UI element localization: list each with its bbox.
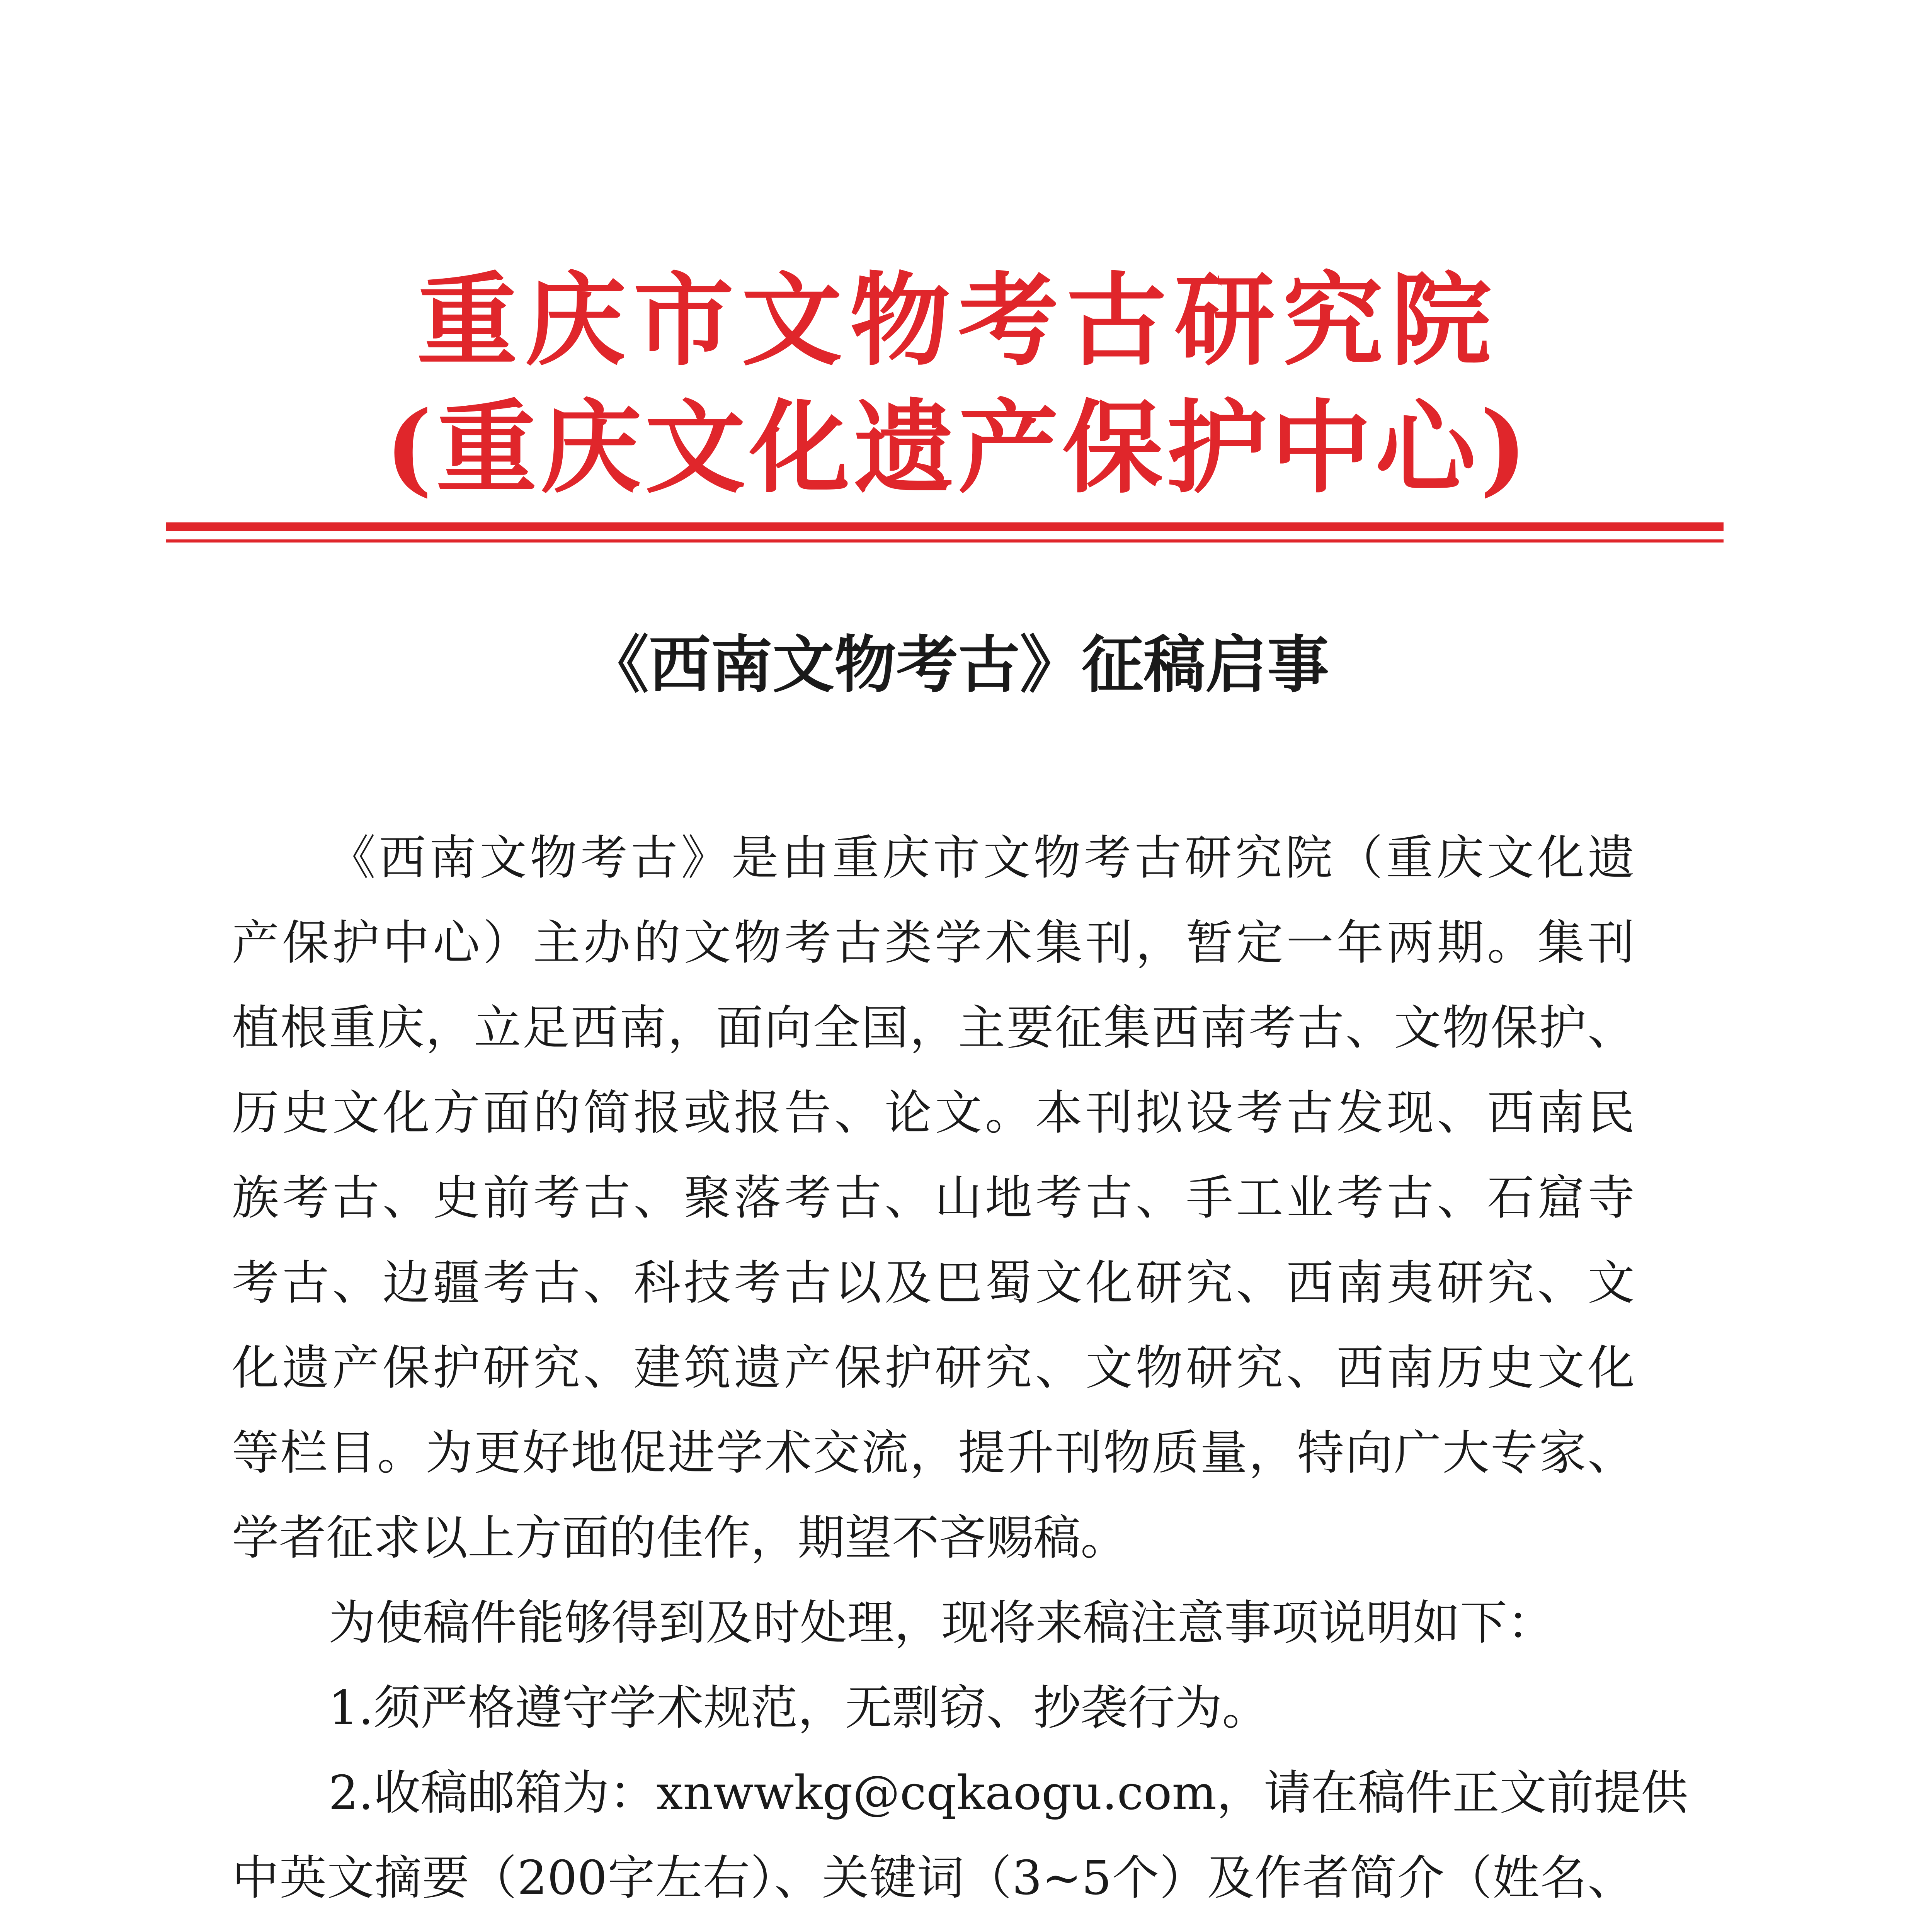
letterhead-rule-thin (166, 539, 1724, 543)
document-title: 《西南文物考古》征稿启事 (587, 628, 1329, 701)
body-line: 考古、边疆考古、科技考古以及巴蜀文化研究、西南夷研究、文 (232, 1255, 1635, 1310)
body-line: 中英文摘要（200字左右）、关键词（3~5个）及作者简介（姓名、 (232, 1850, 1635, 1905)
letterhead-rule-thick (166, 522, 1724, 531)
body-line: 2.收稿邮箱为：xnwwkg@cqkaogu.com，请在稿件正文前提供 (328, 1765, 1688, 1820)
body-line: 化遗产保护研究、建筑遗产保护研究、文物研究、西南历史文化 (232, 1340, 1635, 1395)
letterhead-line-1: 重庆市文物考古研究院 (417, 262, 1499, 379)
body-line: 《西南文物考古》是由重庆市文物考古研究院（重庆文化遗 (328, 830, 1635, 885)
body-line: 族考古、史前考古、聚落考古、山地考古、手工业考古、石窟寺 (232, 1170, 1635, 1225)
body-line: 为使稿件能够得到及时处理，现将来稿注意事项说明如下： (328, 1595, 1554, 1650)
body-line: 植根重庆，立足西南，面向全国，主要征集西南考古、文物保护、 (232, 1000, 1635, 1055)
body-line: 1.须严格遵守学术规范，无剽窃、抄袭行为。 (328, 1680, 1269, 1735)
letterhead-line-2: (重庆文化遗产保护中心) (385, 389, 1531, 507)
body-line: 产保护中心）主办的文物考古类学术集刊，暂定一年两期。集刊 (232, 915, 1635, 970)
body-line: 等栏目。为更好地促进学术交流，提升刊物质量，特向广大专家、 (232, 1425, 1635, 1480)
body-line: 学者征求以上方面的佳作，期望不吝赐稿。 (232, 1510, 1128, 1565)
body-line: 历史文化方面的简报或报告、论文。本刊拟设考古发现、西南民 (232, 1085, 1635, 1140)
